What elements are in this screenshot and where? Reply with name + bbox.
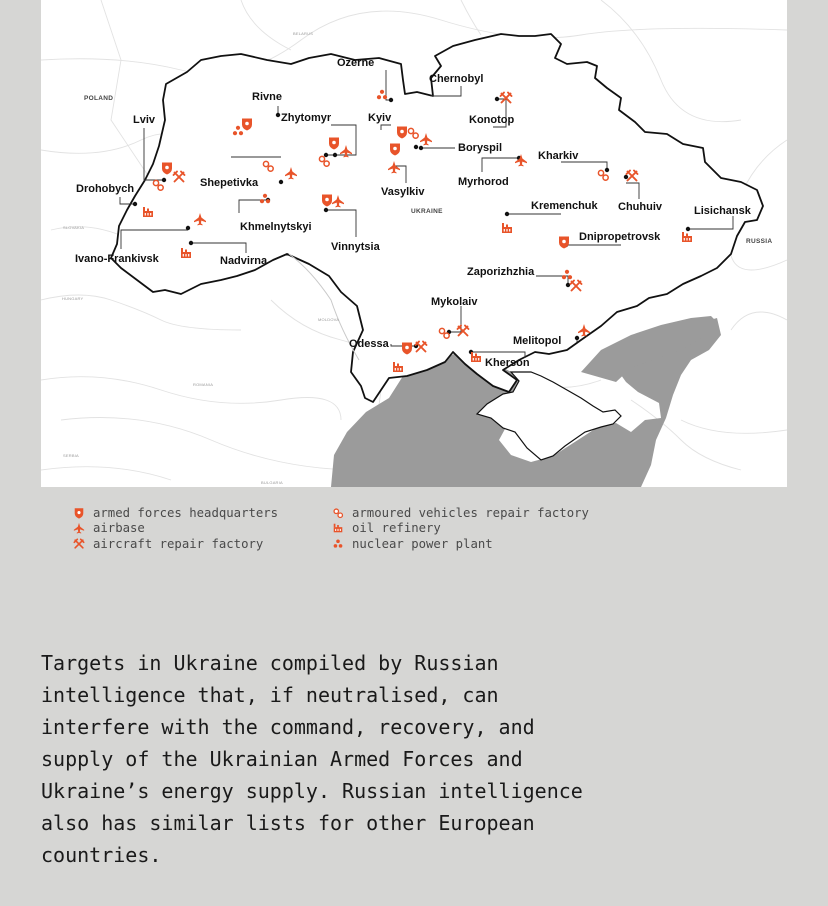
city-label: Kharkiv [538, 150, 579, 162]
city-label: Konotop [469, 114, 515, 126]
city-label: Myrhorod [458, 176, 509, 188]
legend-item [331, 536, 589, 552]
city-label: Rivne [252, 91, 282, 103]
city-label: Drohobych [76, 183, 135, 195]
city-label: Vinnytsia [331, 241, 380, 253]
city-label: Khmelnytskyi [240, 221, 312, 233]
city-label: Nadvirna [220, 255, 268, 267]
country-label-slovakia: SLOVAKIA [63, 225, 85, 230]
legend-label: oil refinery [352, 521, 441, 536]
city-label: Melitopol [513, 335, 562, 347]
city-label: Zaporizhzhia [467, 266, 535, 278]
refinery-icon [331, 522, 345, 534]
city-label: Kherson [485, 357, 530, 369]
legend-item [331, 505, 589, 521]
legend-item [72, 521, 278, 537]
city-label: Chuhuiv [618, 201, 662, 213]
radiation-icon [331, 538, 345, 550]
map-caption: Targets in Ukraine compiled by Russian intelligence that, if neutralised, can interfere with the command, recovery, and supply of the Ukrainian Armed Forces and Ukraine’s energy supply. Russian intelligence also has similar lists for other European countries. [41, 651, 583, 867]
city-label: Lviv [133, 114, 156, 126]
country-label-romania: ROMANIA [193, 382, 214, 387]
plane-icon [72, 522, 86, 534]
city-label: Odessa [349, 338, 389, 350]
city-label: Mykolaiv [431, 296, 478, 308]
city-label: Zhytomyr [281, 112, 332, 124]
city-label: Ivano-Frankivsk [75, 253, 159, 265]
legend-label: airbase [93, 521, 145, 536]
legend-item [331, 521, 589, 537]
country-label-hungary: HUNGARY [62, 296, 84, 301]
city-label: Chernobyl [429, 73, 484, 85]
legend-label: aircraft repair factory [93, 536, 264, 551]
legend-label: nuclear power plant [352, 536, 493, 551]
city-label: Vasylkiv [381, 186, 425, 198]
legend-label: armed forces headquarters [93, 505, 279, 520]
country-label-bulgaria: BULGARIA [261, 480, 283, 485]
legend-item [72, 536, 278, 552]
legend-item [72, 505, 278, 521]
city-label: Shepetivka [200, 177, 259, 189]
country-label-ukraine: UKRAINE [411, 208, 443, 215]
country-label-poland: POLAND [84, 95, 114, 102]
legend-column-right [331, 505, 589, 552]
city-label: Dnipropetrovsk [579, 231, 661, 243]
shield-icon [72, 507, 86, 519]
city-label: Lisichansk [694, 205, 751, 217]
country-label-moldova: MOLDOVA [318, 317, 340, 322]
map-panel [41, 0, 787, 487]
gears-icon [331, 507, 345, 519]
ukraine-map [41, 0, 787, 487]
legend-column-left [72, 505, 278, 552]
country-label-belarus: BELARUS [293, 31, 314, 36]
city-label: Kremenchuk [531, 200, 598, 212]
city-label: Ozerne [337, 57, 375, 69]
country-label-russia: RUSSIA [746, 238, 773, 245]
city-label: Boryspil [458, 142, 503, 154]
legend-label: armoured vehicles repair factory [352, 505, 589, 520]
crossed-tools-icon [72, 538, 86, 550]
legend [72, 505, 632, 555]
city-label: Kyiv [368, 112, 392, 124]
country-label-serbia: SERBIA [63, 453, 79, 458]
